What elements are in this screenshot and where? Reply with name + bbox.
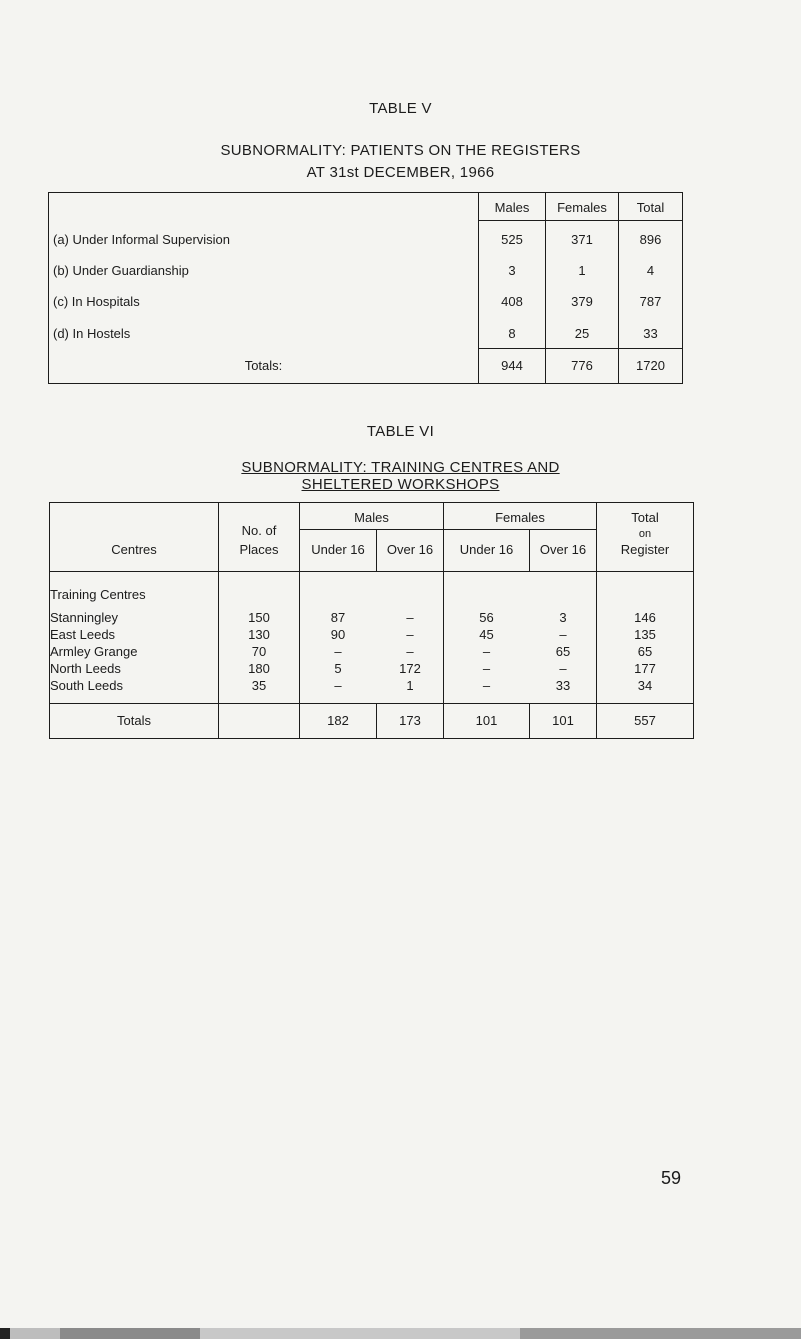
- table6-cell: –: [334, 644, 342, 659]
- table5-cell: 25: [574, 326, 590, 341]
- table5-cell: 896: [639, 232, 662, 247]
- table6-cell: –: [559, 627, 567, 642]
- table6-row-name: East Leeds: [50, 627, 116, 642]
- table6-title: TABLE VI: [366, 423, 435, 440]
- table5-row-label: (c) In Hospitals: [53, 294, 140, 309]
- table6-subtitle: SUBNORMALITY: TRAINING CENTRES AND: [241, 459, 560, 476]
- table6-cell: 70: [251, 644, 267, 659]
- table6-cell: –: [482, 661, 491, 676]
- table6-section-label: Training Centres: [50, 587, 146, 602]
- table6-header-females-under16: Under 16: [459, 542, 514, 557]
- table5-row-label: (b) Under Guardianship: [53, 263, 189, 278]
- table6-cell: –: [559, 661, 567, 676]
- table5-totals-label: Totals:: [244, 358, 283, 373]
- table6-cell: 90: [330, 627, 346, 642]
- table5-header-males: Males: [494, 200, 530, 215]
- table6-cell: –: [406, 644, 414, 659]
- table6-header-places-2: Places: [239, 542, 279, 557]
- table5-cell: 33: [643, 326, 658, 341]
- table6-header-centres: Centres: [111, 542, 157, 557]
- table6-cell: 1: [406, 678, 414, 693]
- table6-total-cell: 557: [634, 713, 656, 728]
- table6-header-males-over16: Over 16: [386, 542, 434, 557]
- table5-header-females: Females: [557, 200, 607, 215]
- table6-cell: 177: [634, 661, 656, 676]
- table6-header-females-over16: Over 16: [539, 542, 587, 557]
- table6-total-cell: 182: [327, 713, 349, 728]
- table6-cell: 45: [479, 627, 494, 642]
- table6-subtitle-2: SHELTERED WORKSHOPS: [301, 476, 500, 493]
- table6-cell: 172: [399, 661, 421, 676]
- table6-header-males: Males: [354, 510, 389, 525]
- table6-row-name: South Leeds: [50, 678, 124, 693]
- table5-cell: 408: [501, 294, 523, 309]
- table6-cell: 65: [555, 644, 571, 659]
- table6-cell: 33: [555, 678, 571, 693]
- table6-row-name: North Leeds: [50, 661, 121, 676]
- table6-cell: –: [482, 678, 491, 693]
- table6-header-total: Total: [631, 510, 659, 525]
- table5-date: AT 31st DECEMBER, 1966: [306, 164, 495, 181]
- table6-cell: –: [406, 627, 414, 642]
- table6-row-name: Stanningley: [50, 610, 118, 625]
- table6-cell: 34: [637, 678, 653, 693]
- table6-header-total-3: Register: [620, 542, 670, 557]
- table6-total-cell: 101: [552, 713, 574, 728]
- table6-cell: –: [406, 610, 414, 625]
- table5-cell: 525: [501, 232, 523, 247]
- table6-header-females: Females: [495, 510, 545, 525]
- table6-cell: 65: [637, 644, 653, 659]
- table5-total-cell: 776: [571, 358, 593, 373]
- table6-cell: 35: [251, 678, 267, 693]
- table6-cell: 150: [248, 610, 270, 625]
- table6-cell: 5: [334, 661, 342, 676]
- table6-header-places: No. of: [241, 523, 277, 538]
- table6-header-males-under16: Under 16: [311, 542, 365, 557]
- table6-cell: –: [482, 644, 491, 659]
- page-number: 59: [661, 1168, 682, 1188]
- table5-title: TABLE V: [369, 100, 432, 117]
- table6-cell: 146: [634, 610, 656, 625]
- table5-cell: 787: [639, 294, 662, 309]
- table5-subtitle: SUBNORMALITY: PATIENTS ON THE REGISTERS: [220, 142, 581, 159]
- table6-totals-label: Totals: [117, 713, 151, 728]
- table5-total-cell: 1720: [636, 358, 665, 373]
- table6-row-name: Armley Grange: [50, 644, 138, 659]
- table6-cell: 130: [248, 627, 270, 642]
- table5-row-label: (a) Under Informal Supervision: [53, 232, 231, 247]
- table6-cell: 3: [559, 610, 567, 625]
- table5-header-total: Total: [636, 200, 665, 215]
- table6-cell: 56: [479, 610, 494, 625]
- table6-header-total-2: on: [638, 528, 652, 540]
- scan-edge: [0, 1328, 801, 1339]
- table6-cell: 87: [330, 610, 346, 625]
- table6-total-cell: 101: [475, 713, 498, 728]
- table5-cell: 371: [571, 232, 593, 247]
- table5-cell: 1: [578, 263, 586, 278]
- table5-cell: 4: [646, 263, 655, 278]
- table5-cell: 379: [571, 294, 593, 309]
- table6-total-cell: 173: [399, 713, 421, 728]
- table6-cell: 135: [634, 627, 656, 642]
- table5-cell: 8: [508, 326, 516, 341]
- table5-row-label: (d) In Hostels: [53, 326, 131, 341]
- table6-cell: –: [334, 678, 342, 693]
- table6-cell: 180: [248, 661, 270, 676]
- table5-total-cell: 944: [501, 358, 523, 373]
- table5-cell: 3: [508, 263, 516, 278]
